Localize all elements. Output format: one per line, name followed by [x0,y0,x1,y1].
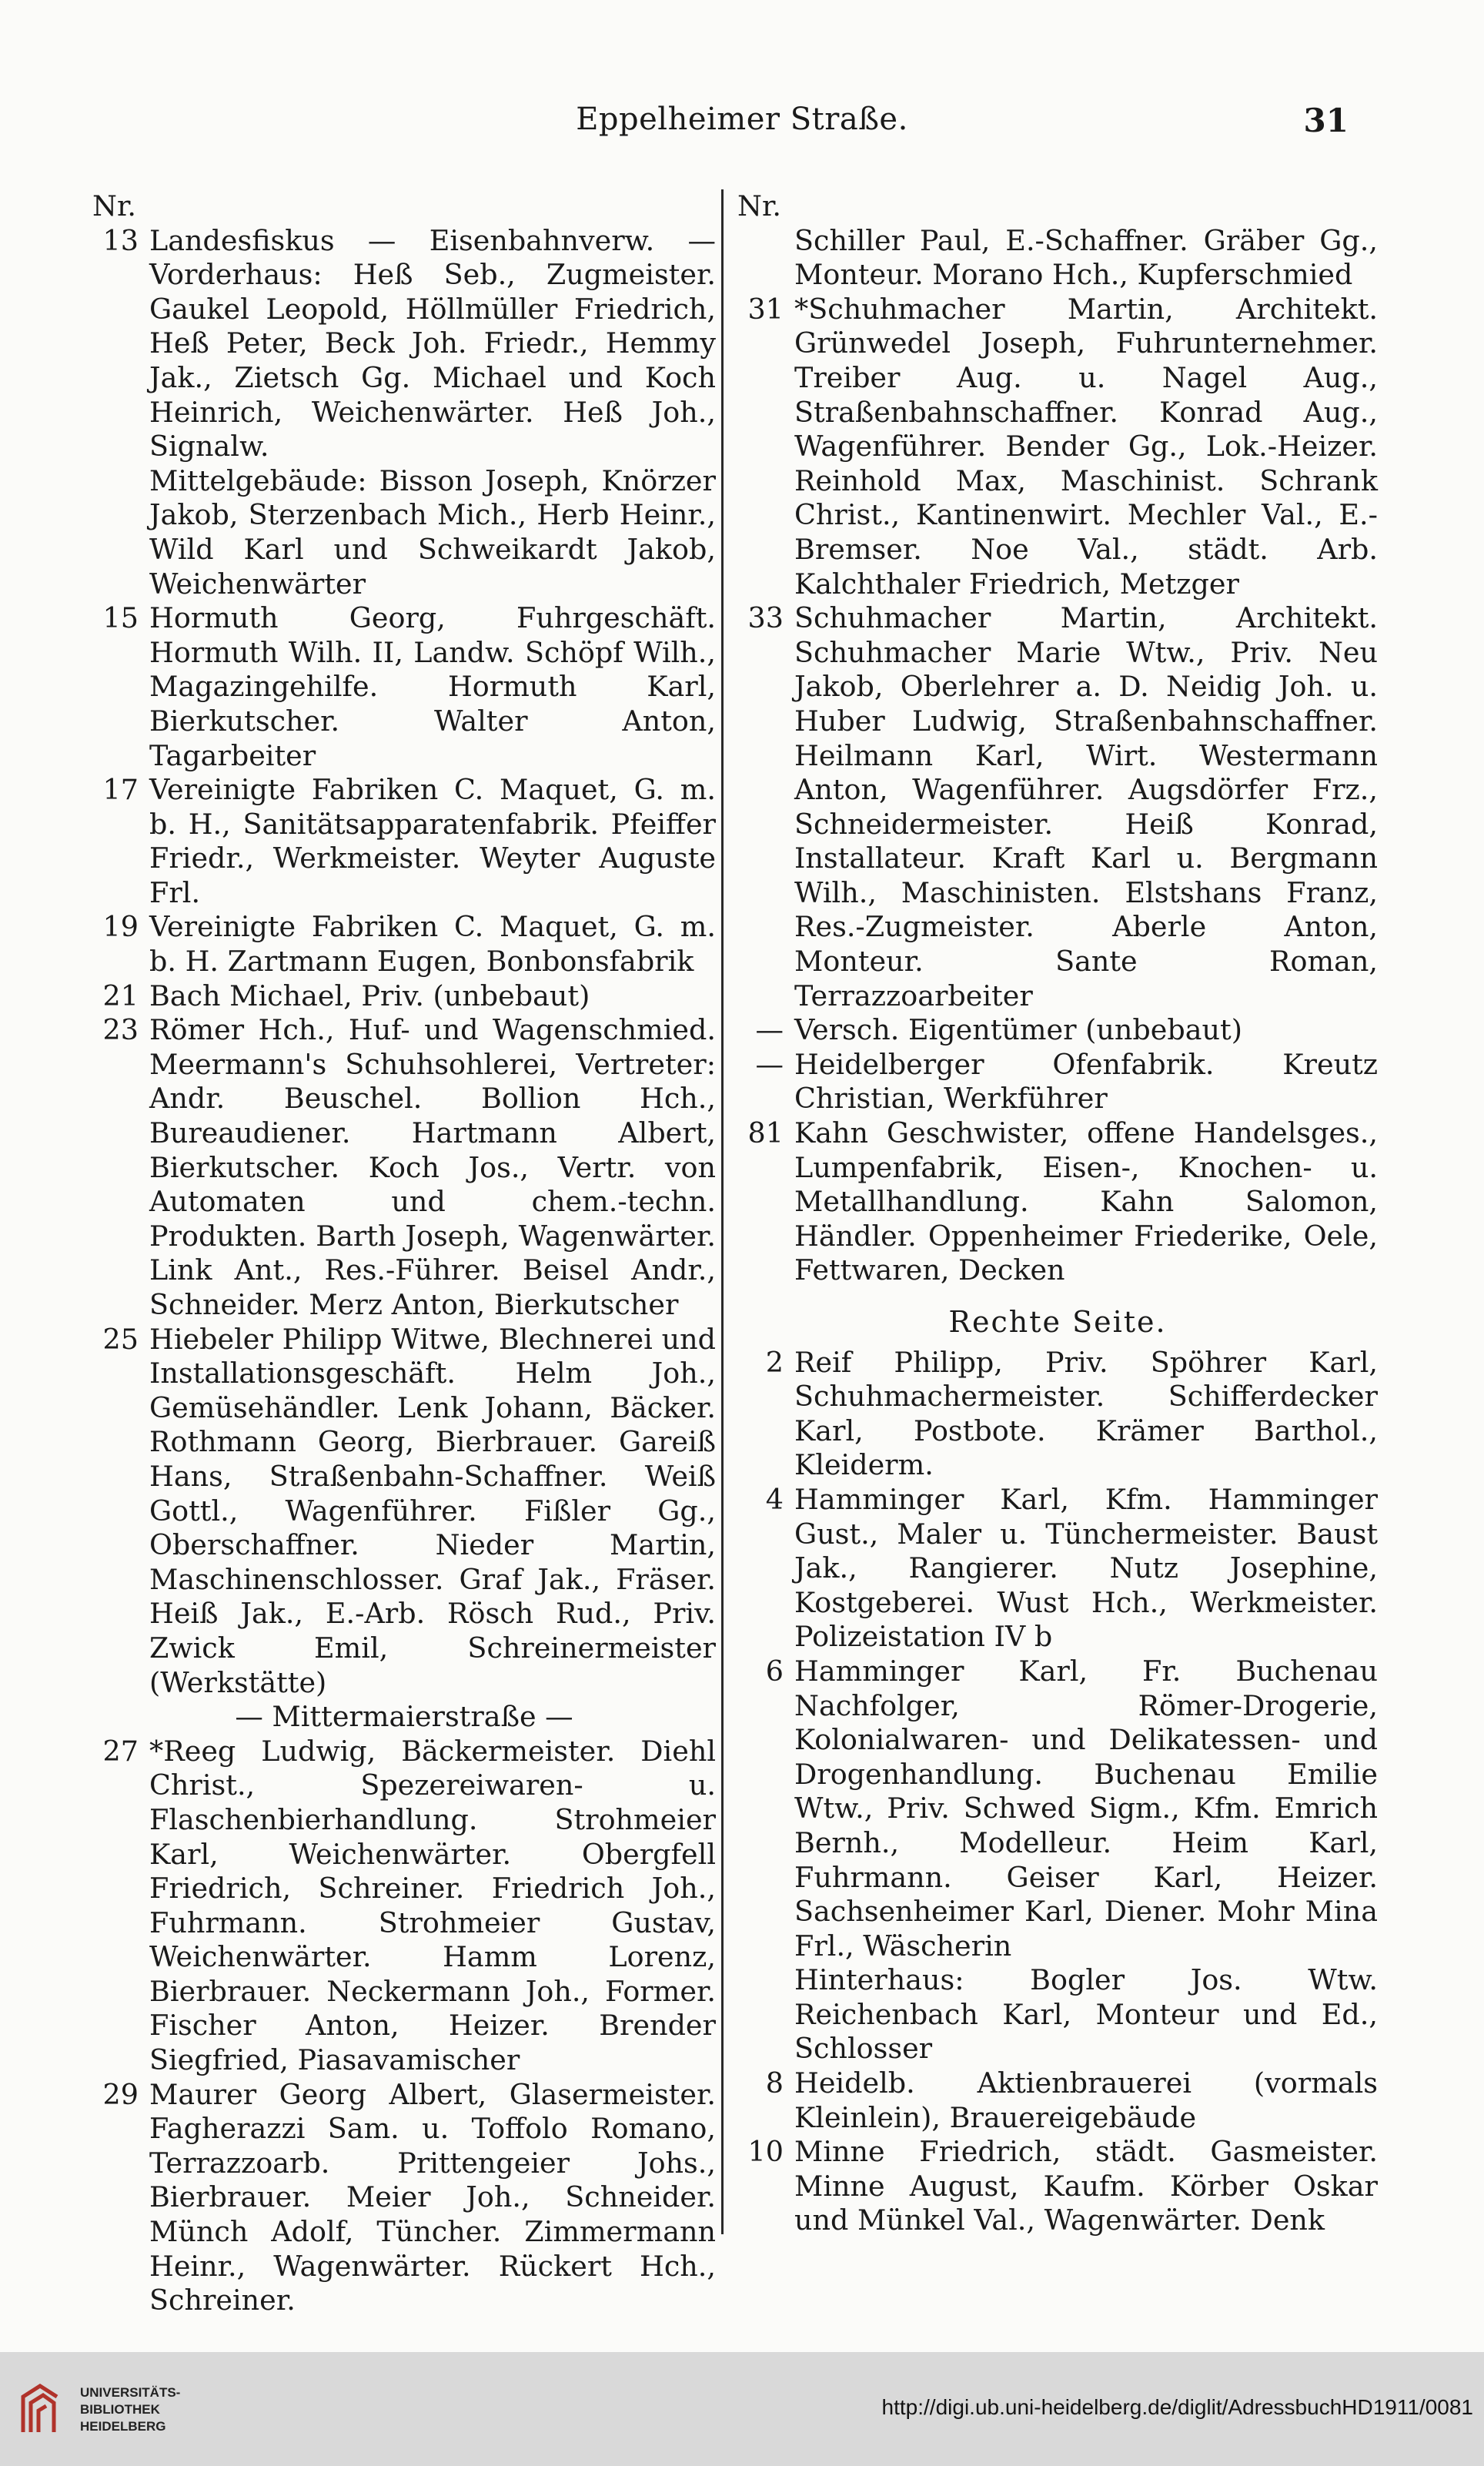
directory-entry [92,1323,716,1701]
page-number: 31 [1303,102,1349,139]
library-logo-text [80,2384,180,2435]
street-crossing-label: — Mittermaierstraße — [235,1700,573,1734]
directory-entry [737,1963,1378,2066]
directory-entry [737,293,1378,601]
house-number: — [755,1047,784,1081]
entry-text: Römer Hch., Huf- und Wagenschmied. Meermann's Schuhsohlerei, Vertreter: Andr. Beuschel. Bollion Hch., Bureaudiener. Hartmann Albert, Bierkutscher. Koch Jos., Vertr. von Automaten und chem.-techn. Produkten. Barth Joseph, Wagenwärter. Link Ant., Res.-Führer. Beisel Andr., Schneider. Merz Anton, Bierkutscher [149,1013,716,1321]
entry-text: Bach Michael, Priv. (unbebaut) [149,979,590,1012]
section-heading: Rechte Seite. [948,1305,1167,1339]
directory-entry [92,224,716,464]
entry-text: Schiller Paul, E.-Schaffner. Gräber Gg., Monteur. Morano Hch., Kupferschmied [794,223,1378,292]
directory-entry [737,2135,1378,2238]
house-number: 4 [765,1482,784,1516]
house-number: 15 [102,601,139,635]
right-entry-list-after [737,1346,1378,2238]
entry-text: Schuhmacher Martin, Architekt. Schuhmacher Marie Wtw., Priv. Neu Jakob, Oberlehrer a. D. Neidig Joh. u. Huber Ludwig, Straßenbahnschaffner. Heilmann Karl, Wirt. Westermann Anton, Wagenführer. Augsdörfer Frz., Schneidermeister. Heiß Konrad, Installateur. Kraft Karl u. Bergmann Wilh., Maschinisten. Elstshans Franz, Res.-Zugmeister. Aberle Anton, Monteur. Sante Roman, Terrazzoarbeiter [794,601,1378,1012]
entry-text: Reif Philipp, Priv. Spöhrer Karl, Schuhmachermeister. Schifferdecker Karl, Postbote. Krämer Barthol., Kleiderm. [794,1345,1378,1482]
directory-entry [92,464,716,601]
house-number: 8 [765,2066,784,2100]
source-url-link[interactable]: http://digi.ub.uni-heidelberg.de/diglit/AdressbuchHD1911/0081 [881,2395,1473,2419]
left-entry-list [92,224,716,2318]
entry-text: Hormuth Georg, Fuhrgeschäft. Hormuth Wilh. II, Landw. Schöpf Wilh., Magazingehilfe. Hormuth Karl, Bierkutscher. Walter Anton, Tagarbeiter [149,601,716,772]
column-label: Nr. [92,189,136,223]
entry-text: Mittelgebäude: Bisson Joseph, Knörzer Jakob, Sterzenbach Mich., Herb Heinr., Wild Karl und Schweikardt Jakob, Weichenwärter [149,463,716,601]
house-number: 27 [102,1734,139,1768]
entry-text: Hamminger Karl, Kfm. Hamminger Gust., Maler u. Tünchermeister. Baust Jak., Rangierer. Nutz Josephine, Kostgeberei. Wust Hch., Werkmeister. Polizeistation IV b [794,1482,1378,1654]
entry-text: Versch. Eigentümer (unbebaut) [794,1013,1242,1047]
entry-text: Hinterhaus: Bogler Jos. Wtw. Reichenbach Karl, Monteur und Ed., Schlosser [794,1963,1378,2066]
entry-text: Hamminger Karl, Fr. Buchenau Nachfolger, Römer-Drogerie, Kolonialwaren- und Delikatessen- und Drogenhandlung. Buchenau Emilie Wtw., Priv. Schwed Sigm., Kfm. Emrich Bernh., Modelleur. Heim Karl, Fuhrmann. Geiser Karl, Heizer. Sachsenheimer Karl, Diener. Mohr Mina Frl., Wäscherin [794,1654,1378,1962]
footer-bar [0,2352,1484,2466]
house-number: 23 [102,1013,139,1047]
directory-entry [737,2066,1378,2135]
house-number: — [755,1013,784,1047]
entry-text: Landesfiskus — Eisenbahnverw. — Vorderhaus: Heß Seb., Zugmeister. Gaukel Leopold, Höllmüller Friedrich, Heß Peter, Beck Joh. Friedr., Hemmy Jak., Zietsch Gg. Michael und Koch Heinrich, Weichenwärter. Heß Joh., Signalw. [149,223,716,463]
house-number: 33 [747,601,784,635]
house-number: 13 [102,223,139,257]
directory-entry [92,1700,716,1735]
house-number: 6 [765,1654,784,1688]
house-number: 25 [102,1322,139,1356]
library-logo-icon [17,2381,66,2437]
directory-entry [92,773,716,910]
entry-text: Kahn Geschwister, offene Handelsges., Lumpenfabrik, Eisen-, Knochen- u. Metallhandlung. Kahn Salomon, Händler. Oppenheimer Friederike, Oele, Fettwaren, Decken [794,1116,1378,1287]
left-column [92,189,716,2317]
directory-entry [92,979,716,1014]
logo-line: UNIVERSITÄTS- [80,2385,181,2400]
house-number: 29 [102,2077,139,2111]
directory-entry [737,1346,1378,1483]
directory-entry [737,1655,1378,1963]
entry-text: *Reeg Ludwig, Bäckermeister. Diehl Christ., Spezereiwaren- u. Flaschenbierhandlung. Strohmeier Karl, Weichenwärter. Obergfell Friedrich, Schreiner. Friedrich Joh., Fuhrmann. Strohmeier Gustav, Weichenwärter. Hamm Lorenz, Bierbrauer. Neckermann Joh., Former. Fischer Anton, Heizer. Brender Siegfried, Piasavamischer [149,1734,716,2077]
directory-entry [737,1048,1378,1116]
logo-line: BIBLIOTHEK [80,2402,160,2417]
page-title: Eppelheimer Straße. [576,102,908,137]
house-number: 19 [102,910,139,944]
entry-text: Heidelberger Ofenfabrik. Kreutz Christian, Werkführer [794,1047,1378,1116]
entry-text: Hiebeler Philipp Witwe, Blechnerei und Installationsgeschäft. Helm Joh., Gemüsehändler. Lenk Johann, Bäcker. Rothmann Georg, Bierbrauer. Gareiß Hans, Straßenbahn-Schaffner. Weiß Gottl., Wagenführer. Fißler Gg., Oberschaffner. Nieder Martin, Maschinenschlosser. Graf Jak., Fräser. Heiß Jak., E.-Arb. Rösch Rud., Priv. Zwick Emil, Schreinermeister (Werkstätte) [149,1322,716,1699]
running-head [0,99,1484,145]
entry-text: Maurer Georg Albert, Glasermeister. Fagherazzi Sam. u. Toffolo Romano, Terrazzoarb. Prittengeier Johs., Bierbrauer. Meier Joh., Schneider. Münch Adolf, Tüncher. Zimmermann Heinr., Wagenwärter. Rückert Hch., Schreiner. [149,2077,716,2317]
directory-entry [737,1013,1378,1048]
right-column [737,189,1378,2237]
house-number: 17 [102,773,139,807]
house-number: 21 [102,979,139,1012]
entry-text: Minne Friedrich, städt. Gasmeister. Minne August, Kaufm. Körber Oskar und Münkel Val., Wagenwärter. Denk [794,2135,1378,2237]
column-label: Nr. [737,189,781,223]
directory-entry [92,1013,716,1322]
logo-line: HEIDELBERG [80,2419,166,2434]
directory-entry [92,910,716,979]
directory-entry [92,601,716,773]
entry-text: Vereinigte Fabriken C. Maquet, G. m. b. H., Sanitätsapparatenfabrik. Pfeiffer Friedr., Werkmeister. Weyter Auguste Frl. [149,773,716,909]
column-divider [721,189,724,2234]
entry-text: *Schuhmacher Martin, Architekt. Grünwedel Joseph, Fuhrunternehmer. Treiber Aug. u. Nagel Aug., Straßenbahnschaffner. Konrad Aug., Wagenführer. Bender Gg., Lok.-Heizer. Reinhold Max, Maschinist. Schrank Christ., Kantinenwirt. Mechler Val., E.-Bremser. Noe Val., städt. Arb. Kalchthaler Friedrich, Metzger [794,292,1378,601]
house-number: 81 [747,1116,784,1150]
house-number: 2 [765,1345,784,1379]
house-number: 10 [747,2135,784,2169]
directory-entry [92,2078,716,2318]
directory-entry [737,224,1378,293]
right-entry-list [737,224,1378,1288]
directory-entry [737,1116,1378,1288]
entry-text: Vereinigte Fabriken C. Maquet, G. m. b. H. Zartmann Eugen, Bonbonsfabrik [149,910,716,979]
entry-text: Heidelb. Aktienbrauerei (vormals Kleinlein), Brauereigebäude [794,2066,1378,2134]
house-number: 31 [747,292,784,326]
directory-entry [92,1735,716,2078]
directory-entry [737,1483,1378,1655]
directory-entry [737,601,1378,1013]
